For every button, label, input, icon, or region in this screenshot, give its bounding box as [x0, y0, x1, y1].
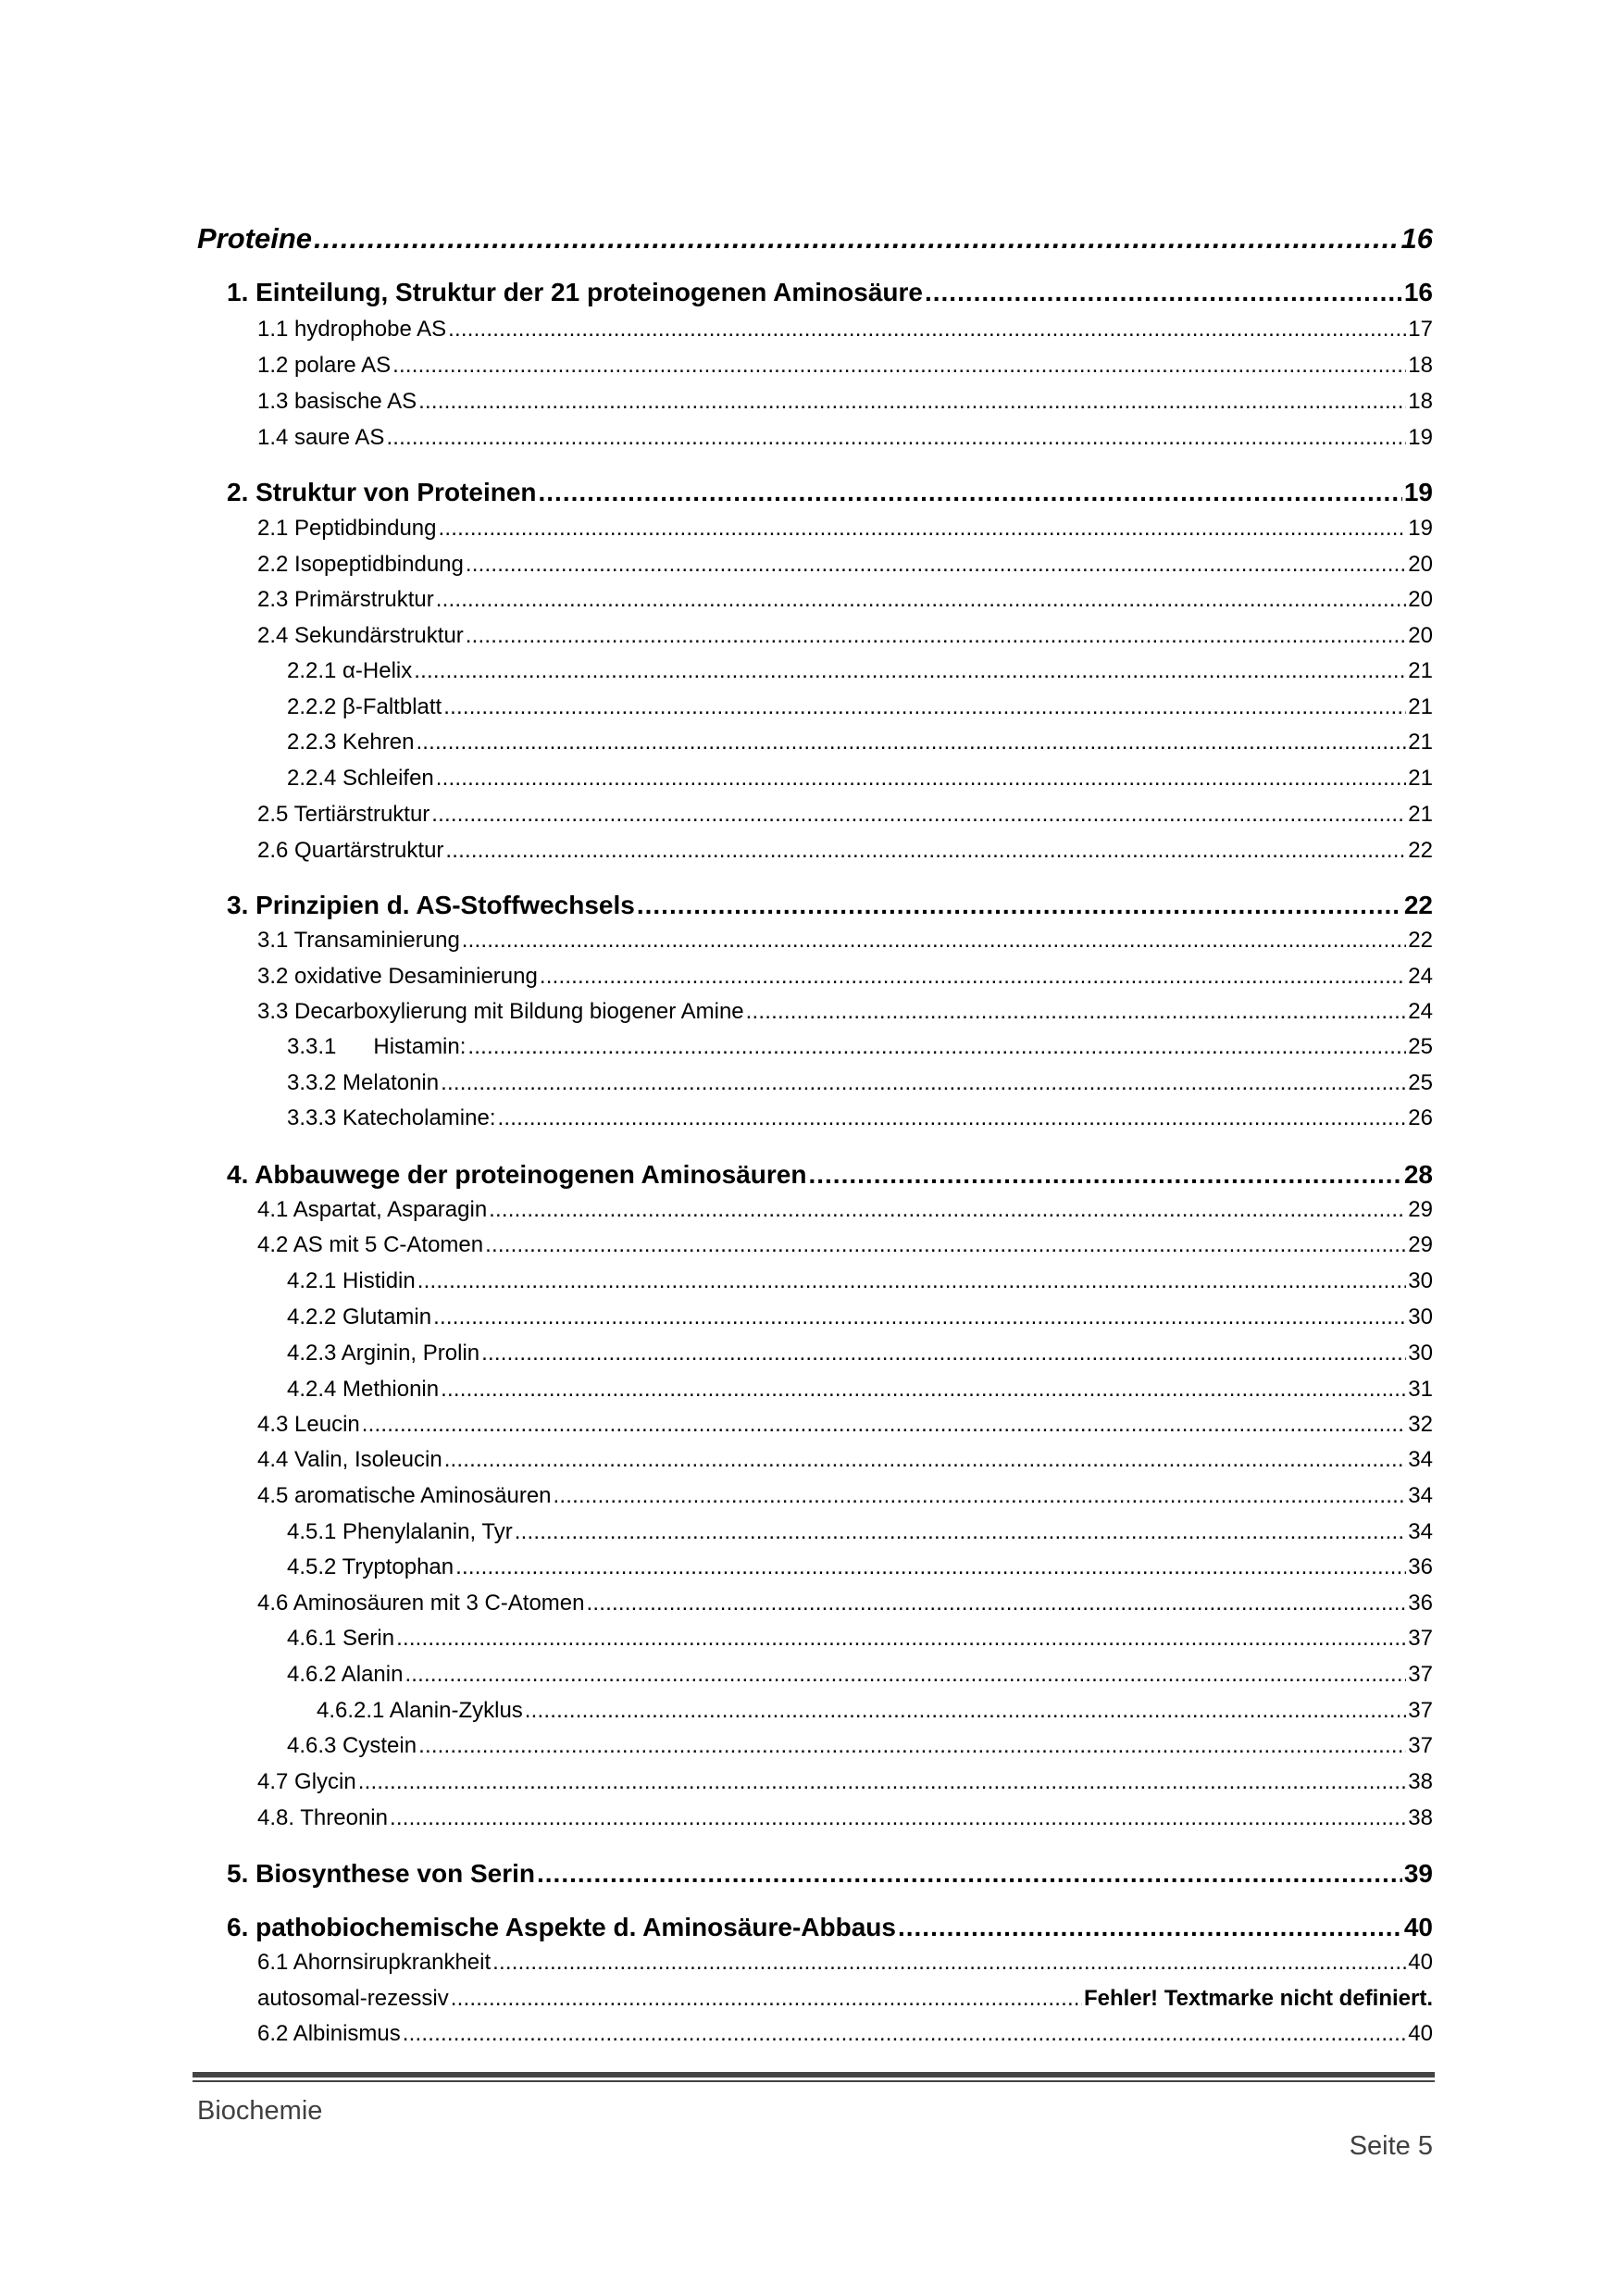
- toc-entry-page: 40: [1408, 2021, 1433, 2046]
- toc-entry[interactable]: [257, 425, 1433, 451]
- toc-entry[interactable]: [257, 1412, 1433, 1438]
- toc-entry-page: 18: [1408, 353, 1433, 378]
- toc-entry[interactable]: [257, 1483, 1433, 1509]
- toc-entry-page: 37: [1408, 1626, 1433, 1651]
- toc-entry[interactable]: [257, 587, 1433, 613]
- toc-entry[interactable]: [257, 999, 1433, 1025]
- toc-entry-page: 30: [1408, 1268, 1433, 1293]
- toc-dot-leader: [587, 1591, 1407, 1616]
- footer-rule-thin: [193, 2080, 1435, 2082]
- toc-entry[interactable]: [257, 1950, 1433, 1976]
- toc-entry-page: 34: [1408, 1483, 1433, 1508]
- toc-entry[interactable]: [287, 1070, 1433, 1096]
- toc-entry-page: 32: [1408, 1412, 1433, 1437]
- toc-dot-leader: [525, 1698, 1407, 1724]
- toc-entry-title: 5. Biosynthese von Serin: [227, 1859, 535, 1888]
- toc-entry-page: 25: [1408, 1034, 1433, 1059]
- toc-entry-title: 3.1 Transaminierung: [257, 928, 460, 953]
- toc-entry-title: 6.2 Albinismus: [257, 2021, 401, 2046]
- toc-entry-page: 19: [1403, 478, 1433, 506]
- toc-dot-leader: [439, 516, 1407, 542]
- toc-entry[interactable]: [257, 838, 1433, 864]
- toc-entry-title: 4.4 Valin, Isoleucin: [257, 1447, 442, 1472]
- toc-dot-leader: [489, 1197, 1406, 1223]
- toc-entry[interactable]: [227, 891, 1433, 920]
- toc-entry-page: 30: [1408, 1304, 1433, 1329]
- toc-dot-leader: [416, 730, 1406, 755]
- toc-entry-title: 4.7 Glycin: [257, 1769, 356, 1794]
- toc-dot-leader: [808, 1160, 1401, 1190]
- toc-entry-page: 34: [1408, 1519, 1433, 1544]
- toc-dot-leader: [462, 928, 1407, 954]
- toc-entry-title: 4.1 Aspartat, Asparagin: [257, 1197, 488, 1222]
- toc-dot-leader: [445, 838, 1406, 864]
- toc-entry[interactable]: [287, 730, 1433, 755]
- toc-entry-page: 29: [1408, 1197, 1433, 1222]
- toc-dot-leader: [925, 278, 1402, 307]
- toc-entry[interactable]: [257, 516, 1433, 542]
- toc-dot-leader: [497, 1105, 1406, 1131]
- toc-entry-title: 4.6 Aminosäuren mit 3 C-Atomen: [257, 1591, 585, 1616]
- toc-entry-title: 1.1 hydrophobe AS: [257, 317, 447, 342]
- toc-entry[interactable]: [227, 1913, 1433, 1942]
- toc-entry-title: 4.5.2 Tryptophan: [287, 1554, 454, 1579]
- toc-entry-page: 37: [1408, 1662, 1433, 1687]
- toc-dot-leader: [515, 1519, 1407, 1545]
- toc-entry[interactable]: [287, 1304, 1433, 1330]
- toc-entry-page: 28: [1403, 1160, 1433, 1189]
- toc-dot-leader: [537, 1859, 1402, 1889]
- toc-dot-leader: [436, 766, 1407, 792]
- toc-entry[interactable]: [257, 1769, 1433, 1795]
- toc-entry[interactable]: [257, 1805, 1433, 1831]
- toc-dot-leader: [492, 1950, 1406, 1976]
- toc-entry-page: 40: [1408, 1950, 1433, 1975]
- toc-entry-title: 4.3 Leucin: [257, 1412, 360, 1437]
- toc-entry-title: 2.4 Sekundärstruktur: [257, 623, 464, 648]
- toc-entry-title: 4.6.1 Serin: [287, 1626, 395, 1651]
- toc-entry-title: 1.4 saure AS: [257, 425, 385, 450]
- toc-entry-page: 19: [1408, 516, 1433, 541]
- toc-dot-leader: [314, 222, 1399, 256]
- toc-entry-title: 3. Prinzipien d. AS-Stoffwechsels: [227, 891, 635, 919]
- toc-dot-leader: [358, 1769, 1407, 1795]
- toc-dot-leader: [540, 964, 1406, 990]
- footer-title: Biochemie: [197, 2096, 323, 2126]
- toc-entry-page: 16: [1403, 278, 1433, 306]
- toc-dot-leader: [414, 658, 1406, 684]
- toc-entry[interactable]: [257, 1986, 1433, 2012]
- toc-dot-leader: [390, 1805, 1406, 1831]
- toc-entry-page: 29: [1408, 1232, 1433, 1257]
- toc-dot-leader: [637, 891, 1402, 920]
- footer-rule: [193, 2072, 1435, 2078]
- toc-entry-page: 40: [1403, 1913, 1433, 1941]
- toc-dot-leader: [436, 587, 1407, 613]
- toc-entry-title: 2.3 Primärstruktur: [257, 587, 434, 612]
- toc-entry[interactable]: [257, 1197, 1433, 1223]
- toc-entry-title: 4.6.2.1 Alanin-Zyklus: [317, 1698, 523, 1723]
- toc-entry[interactable]: [227, 478, 1433, 507]
- toc-entry-page: 36: [1408, 1554, 1433, 1579]
- toc-entry-page: 31: [1408, 1377, 1433, 1402]
- toc-entry-title: 4.5 aromatische Aminosäuren: [257, 1483, 552, 1508]
- toc-entry-page: 21: [1408, 694, 1433, 719]
- toc-entry[interactable]: [257, 317, 1433, 343]
- toc-entry-page: 34: [1408, 1447, 1433, 1472]
- toc-entry[interactable]: [257, 623, 1433, 649]
- toc-entry-title: 4.5.1 Phenylalanin, Tyr: [287, 1519, 513, 1544]
- toc-entry-title: 2.2.1 α-Helix: [287, 658, 413, 683]
- toc-entry-page: 20: [1408, 623, 1433, 648]
- toc-entry-page: 22: [1403, 891, 1433, 919]
- toc-dot-leader: [481, 1341, 1406, 1366]
- toc-entry[interactable]: [227, 1859, 1433, 1889]
- toc-entry-page: Fehler! Textmarke nicht definiert.: [1084, 1986, 1433, 2011]
- toc-entry-title: 1. Einteilung, Struktur der 21 proteinogenen Aminosäure: [227, 278, 923, 306]
- toc-entry-title: autosomal-rezessiv: [257, 1986, 449, 2011]
- toc-entry[interactable]: [257, 802, 1433, 828]
- toc-entry[interactable]: [317, 1698, 1433, 1724]
- toc-entry-title: 4.2.3 Arginin, Prolin: [287, 1341, 480, 1366]
- toc-entry-title: 2.2.2 β-Faltblatt: [287, 694, 442, 719]
- toc-entry-page: 37: [1408, 1733, 1433, 1758]
- toc-dot-leader: [448, 317, 1406, 343]
- toc-entry[interactable]: [257, 964, 1433, 990]
- toc-entry-page: 21: [1408, 658, 1433, 683]
- toc-entry-page: 38: [1408, 1805, 1433, 1830]
- toc-dot-leader: [392, 353, 1406, 379]
- toc-dot-leader: [444, 1447, 1407, 1473]
- toc-dot-leader: [433, 1304, 1406, 1330]
- toc-entry-title: 1.3 basische AS: [257, 389, 417, 414]
- toc-dot-leader: [417, 1268, 1407, 1294]
- toc-entry[interactable]: [287, 1519, 1433, 1545]
- toc-dot-leader: [554, 1483, 1407, 1509]
- toc-entry[interactable]: [257, 928, 1433, 954]
- toc-dot-leader: [418, 1733, 1406, 1759]
- toc-entry-title: Proteine: [197, 222, 313, 255]
- toc-dot-leader: [404, 1662, 1406, 1688]
- toc-dot-leader: [441, 1070, 1406, 1096]
- toc-dot-leader: [396, 1626, 1406, 1652]
- toc-dot-leader: [466, 623, 1407, 649]
- toc-entry-page: 21: [1408, 730, 1433, 755]
- toc-entry[interactable]: [257, 552, 1433, 578]
- toc-entry-title: 3.3 Decarboxylierung mit Bildung biogener Amine: [257, 999, 744, 1024]
- toc-entry-page: 24: [1408, 964, 1433, 989]
- toc-entry[interactable]: [287, 1105, 1433, 1131]
- toc-entry-page: 16: [1400, 222, 1433, 255]
- toc-dot-leader: [362, 1412, 1407, 1438]
- toc-entry[interactable]: [287, 1554, 1433, 1580]
- toc-entry-page: 38: [1408, 1769, 1433, 1794]
- toc-entry[interactable]: [287, 1733, 1433, 1759]
- toc-entry[interactable]: [287, 694, 1433, 720]
- toc-entry[interactable]: [287, 1268, 1433, 1294]
- toc-entry-title: 1.2 polare AS: [257, 353, 392, 378]
- toc-entry[interactable]: [287, 1662, 1433, 1688]
- toc-entry-page: 20: [1408, 552, 1433, 577]
- toc-dot-leader: [455, 1554, 1406, 1580]
- toc-entry-title: 3.3.3 Katecholamine:: [287, 1105, 496, 1130]
- toc-entry-page: 21: [1408, 766, 1433, 791]
- toc-entry-title: 2. Struktur von Proteinen: [227, 478, 537, 506]
- toc-entry-page: 18: [1408, 389, 1433, 414]
- toc-entry[interactable]: [257, 1591, 1433, 1616]
- toc-entry-title: 2.6 Quartärstruktur: [257, 838, 444, 863]
- toc-entry-title: 3.3.2 Melatonin: [287, 1070, 440, 1095]
- toc-entry-title: 4. Abbauwege der proteinogenen Aminosäuren: [227, 1160, 807, 1189]
- toc-entry-page: 19: [1408, 425, 1433, 450]
- toc-dot-leader: [451, 1986, 1082, 2012]
- toc-entry[interactable]: [287, 1626, 1433, 1652]
- toc-entry-title: 2.2.3 Kehren: [287, 730, 415, 755]
- toc-entry-page: 21: [1408, 802, 1433, 827]
- toc-entry-title: 4.2.2 Glutamin: [287, 1304, 432, 1329]
- toc-dot-leader: [443, 694, 1406, 720]
- toc-entry-page: 25: [1408, 1070, 1433, 1095]
- toc-entry-title: 6.1 Ahornsirupkrankheit: [257, 1950, 492, 1975]
- toc-entry[interactable]: [257, 2021, 1433, 2047]
- toc-entry-title: 4.2.1 Histidin: [287, 1268, 416, 1293]
- toc-dot-leader: [418, 389, 1406, 415]
- toc-entry[interactable]: [227, 278, 1433, 307]
- toc-entry-title: 4.2 AS mit 5 C-Atomen: [257, 1232, 484, 1257]
- toc-entry-title: 4.8. Threonin: [257, 1805, 388, 1830]
- toc-entry-title: 2.5 Tertiärstruktur: [257, 802, 430, 827]
- toc-entry-title: 2.2 Isopeptidbindung: [257, 552, 464, 577]
- toc-dot-leader: [431, 802, 1406, 828]
- toc-dot-leader: [403, 2021, 1407, 2047]
- toc-entry[interactable]: [287, 1034, 1433, 1060]
- toc-entry[interactable]: [287, 1377, 1433, 1403]
- toc-entry-title: 3.3.1 Histamin:: [287, 1034, 467, 1059]
- toc-entry[interactable]: [287, 766, 1433, 792]
- toc-entry-page: 22: [1408, 838, 1433, 863]
- toc-entry-title: 4.2.4 Methionin: [287, 1377, 440, 1402]
- toc-entry[interactable]: [197, 222, 1433, 256]
- toc-entry[interactable]: [257, 353, 1433, 379]
- toc-entry-title: 4.6.3 Cystein: [287, 1733, 417, 1758]
- toc-entry-page: 26: [1408, 1105, 1433, 1130]
- toc-entry-page: 30: [1408, 1341, 1433, 1366]
- page-number: Seite 5: [1349, 2131, 1433, 2161]
- toc-dot-leader: [466, 552, 1406, 578]
- toc-dot-leader: [746, 999, 1407, 1025]
- toc-entry[interactable]: [287, 658, 1433, 684]
- toc-dot-leader: [467, 1034, 1406, 1060]
- toc-entry-page: 36: [1408, 1591, 1433, 1616]
- toc-entry-page: 22: [1408, 928, 1433, 953]
- toc-entry-title: 4.6.2 Alanin: [287, 1662, 404, 1687]
- toc-entry-title: 2.2.4 Schleifen: [287, 766, 434, 791]
- toc-entry-page: 17: [1408, 317, 1433, 342]
- toc-dot-leader: [485, 1232, 1406, 1258]
- toc-entry[interactable]: [257, 389, 1433, 415]
- toc-dot-leader: [441, 1377, 1406, 1403]
- toc-entry-page: 37: [1408, 1698, 1433, 1723]
- toc-entry-title: 2.1 Peptidbindung: [257, 516, 437, 541]
- toc-entry[interactable]: [257, 1447, 1433, 1473]
- toc-entry-title: 3.2 oxidative Desaminierung: [257, 964, 538, 989]
- toc-entry-page: 24: [1408, 999, 1433, 1024]
- toc-dot-leader: [539, 478, 1402, 507]
- toc-entry[interactable]: [227, 1160, 1433, 1190]
- toc-dot-leader: [898, 1913, 1402, 1942]
- toc-entry-title: 6. pathobiochemische Aspekte d. Aminosäure-Abbaus: [227, 1913, 896, 1941]
- toc-entry[interactable]: [287, 1341, 1433, 1366]
- toc-entry-page: 20: [1408, 587, 1433, 612]
- toc-entry[interactable]: [257, 1232, 1433, 1258]
- toc-dot-leader: [386, 425, 1406, 451]
- toc-entry-page: 39: [1403, 1859, 1433, 1888]
